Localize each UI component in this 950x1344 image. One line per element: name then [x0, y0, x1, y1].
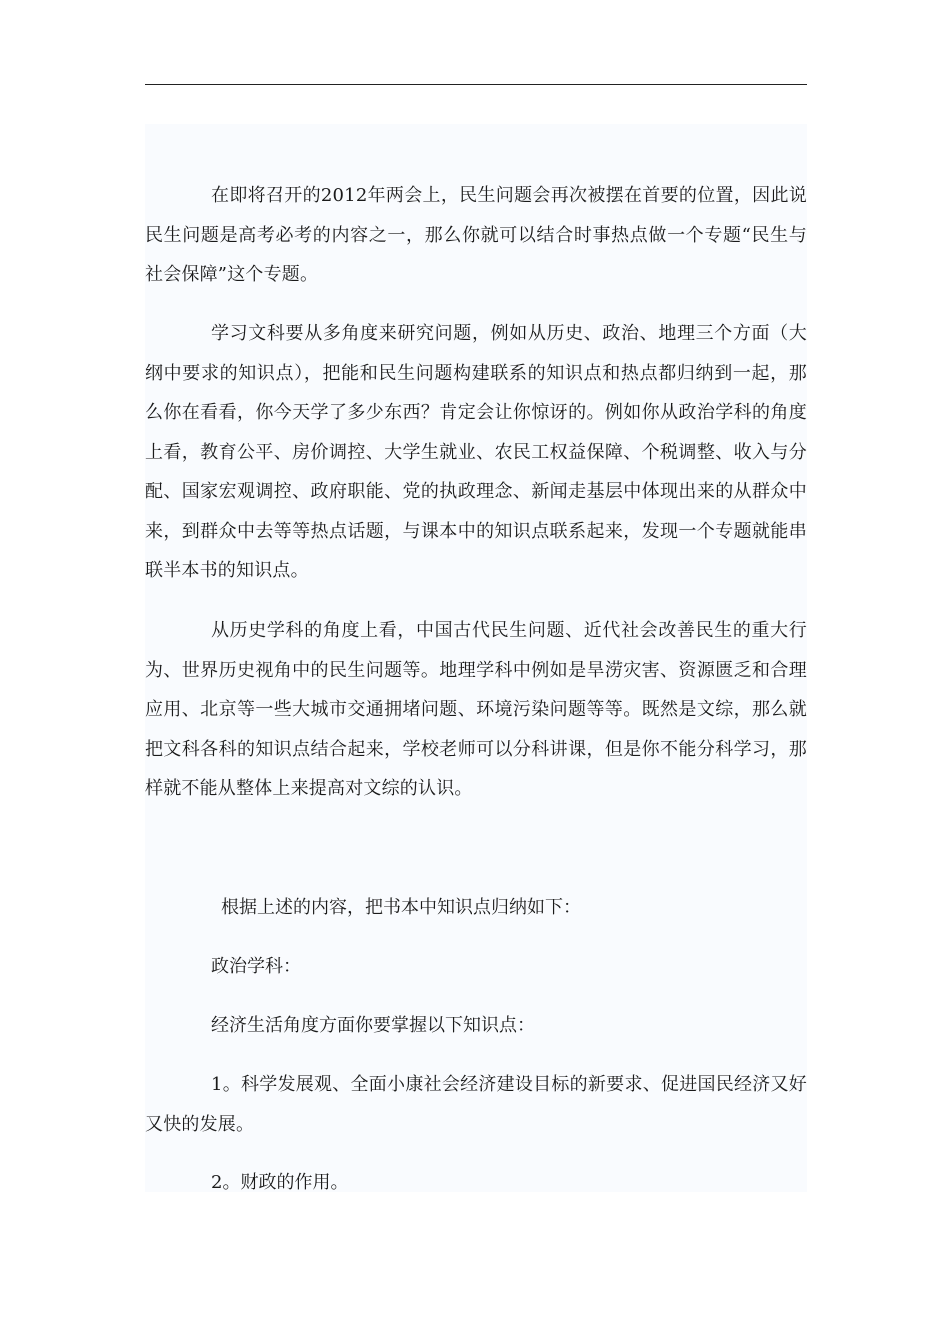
paragraph-3: 从历史学科的角度上看，中国古代民生问题、近代社会改善民生的重大行为、世界历史视角中的民生问题等。地理学科中例如是旱涝灾害、资源匮乏和合理应用、北京等一些大城市交通拥堵问题、环境污染问题等等。既然是文综，那么就把文科各科的知识点结合起来，学校老师可以分科讲课，但是你不能分科学习，那样就不能从整体上来提高对文综的认识。 — [145, 620, 807, 799]
list-item-2: 2。财政的作用。 — [211, 1172, 349, 1193]
paragraph-1: 在即将召开的2012年两会上，民生问题会再次被摆在首要的位置，因此说民生问题是高考必考的内容之一，那么你就可以结合时事热点做一个专题“民生与社会保障”这个专题。 — [145, 185, 807, 285]
document-body — [145, 124, 807, 1192]
subject-heading: 政治学科： — [211, 956, 301, 977]
summary-intro: 根据上述的内容，把书本中知识点归纳如下： — [221, 897, 581, 918]
paragraph-2: 学习文科要从多角度来研究问题，例如从历史、政治、地理三个方面（大纲中要求的知识点），把能和民生问题构建联系的知识点和热点都归纳到一起，那么你在看看，你今天学了多少东西？肯定会让你惊讶的。例如你从政治学科的角度上看，教育公平、房价调控、大学生就业、农民工权益保障、个税调整、收入与分配、国家宏观调控、政府职能、党的执政理念、新闻走基层中体现出来的从群众中来，到群众中去等等热点话题，与课本中的知识点联系起来，发现一个专题就能串联半本书的知识点。 — [145, 323, 807, 581]
section-heading: 经济生活角度方面你要掌握以下知识点： — [211, 1015, 535, 1036]
list-item-1: 1。科学发展观、全面小康社会经济建设目标的新要求、促进国民经济又好又快的发展。 — [145, 1074, 807, 1135]
header-rule — [145, 84, 807, 85]
